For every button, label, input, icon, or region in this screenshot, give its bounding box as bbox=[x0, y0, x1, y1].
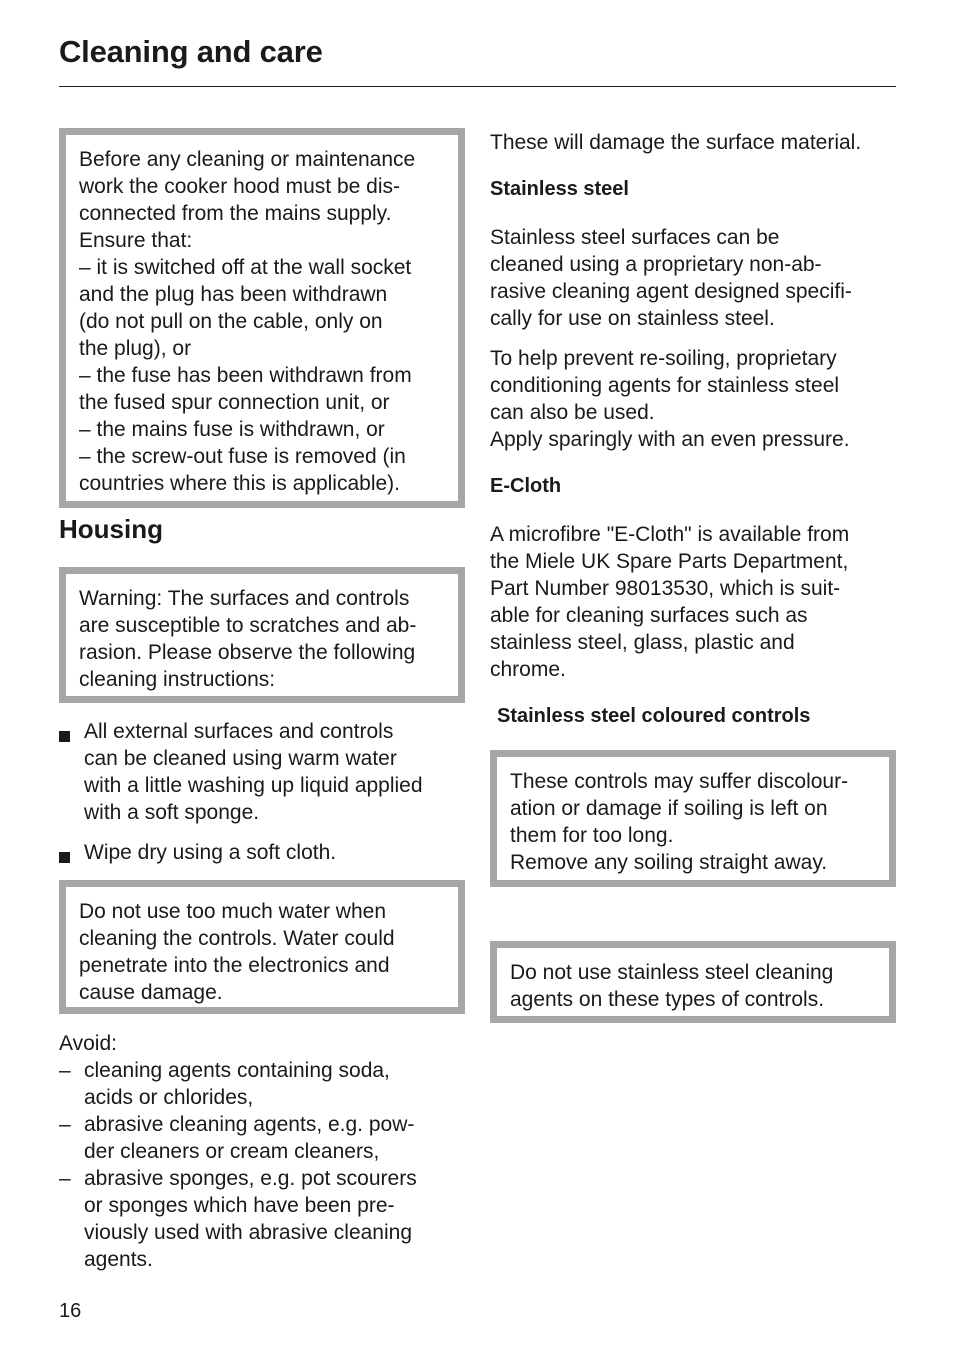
ecloth-paragraph: A microfibre "E-Cloth" is available from the Miele UK Spare Parts Department, Part Number 98013530, which is suit- able for cleaning surfaces such as stainless steel, glass, plastic and chrome. bbox=[490, 523, 850, 681]
controls-cleaning-text: Do not use stainless steel cleaning agents on these types of controls. bbox=[510, 961, 834, 1011]
page-title: Cleaning and care bbox=[59, 34, 323, 69]
list-item bbox=[59, 1057, 459, 1111]
disconnect-warning-box bbox=[59, 128, 465, 508]
bullet-text: All external surfaces and controls can be cleaned using warm water with a little washing up liquid applied with a soft sponge. bbox=[84, 720, 423, 824]
avoid-label: Avoid: bbox=[59, 1032, 117, 1055]
housing-heading: Housing bbox=[59, 514, 163, 544]
page-number: 16 bbox=[59, 1300, 82, 1322]
controls-heading: Stainless steel coloured controls bbox=[497, 705, 811, 727]
avoid-item-text: abrasive sponges, e.g. pot scourers or sponges which have been pre- viously used with abrasive cleaning agents. bbox=[84, 1167, 417, 1271]
stainless-paragraph-1: Stainless steel surfaces can be cleaned using a proprietary non-ab- rasive cleaning agent designed specifi- cally for use on stainless steel. bbox=[490, 226, 852, 330]
disconnect-warning-text: Before any cleaning or maintenance work the cooker hood must be dis- connected from the mains supply. Ensure that: – it is switched off at the wall socket and the plug has been withdrawn (do not pull on the cable, only on the plug), or – the fuse has been withdrawn from the fused spur connection unit, or – the mains fuse is withdrawn, or – the screw-out fuse is removed (in countries where this is applicable). bbox=[79, 148, 416, 495]
list-item bbox=[59, 718, 459, 826]
intro-text: These will damage the surface material. bbox=[490, 131, 862, 154]
water-warning-text: Do not use too much water when cleaning the controls. Water could penetrate into the electronics and cause damage. bbox=[79, 900, 395, 1004]
controls-warning-box bbox=[490, 750, 896, 887]
bullet-square-icon bbox=[59, 852, 70, 863]
stainless-steel-heading: Stainless steel bbox=[490, 178, 629, 200]
list-item bbox=[59, 1165, 459, 1273]
avoid-item-text: cleaning agents containing soda, acids or chlorides, bbox=[84, 1059, 390, 1109]
bullet-text: Wipe dry using a soft cloth. bbox=[84, 841, 337, 864]
housing-warning-box bbox=[59, 567, 465, 703]
stainless-paragraph-2: To help prevent re-soiling, proprietary conditioning agents for stainless steel can also be used. Apply sparingly with an even pressure. bbox=[490, 347, 850, 451]
dash-marker: – bbox=[59, 1059, 71, 1082]
avoid-item-text: abrasive cleaning agents, e.g. pow- der cleaners or cream cleaners, bbox=[84, 1113, 415, 1163]
list-item bbox=[59, 1111, 459, 1165]
list-item bbox=[59, 839, 459, 866]
housing-warning-text: Warning: The surfaces and controls are susceptible to scratches and ab- rasion. Please observe the following cleaning instructions: bbox=[79, 587, 417, 691]
ecloth-heading: E-Cloth bbox=[490, 475, 562, 497]
dash-marker: – bbox=[59, 1113, 71, 1136]
controls-warning-text: These controls may suffer discolour- ation or damage if soiling is left on them for too long. Remove any soiling straight away. bbox=[510, 770, 849, 874]
bullet-square-icon bbox=[59, 731, 70, 742]
header-divider bbox=[59, 86, 896, 87]
controls-cleaning-box bbox=[490, 941, 896, 1023]
water-warning-box bbox=[59, 880, 465, 1014]
dash-marker: – bbox=[59, 1167, 71, 1190]
